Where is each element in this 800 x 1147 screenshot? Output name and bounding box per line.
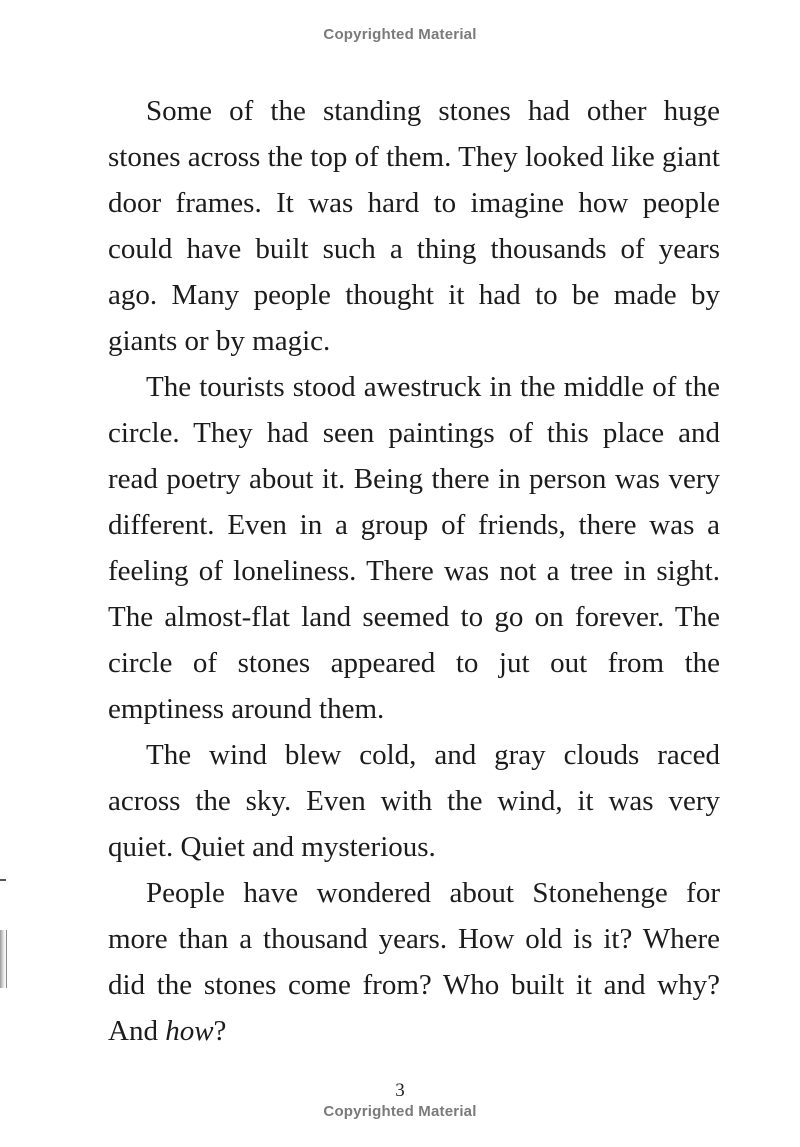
- paragraph-3: The wind blew cold, and gray clouds raced across the sky. Even with the wind, it was very quiet. Quiet and mysterious.: [108, 739, 720, 863]
- copyright-watermark-bottom: Copyrighted Material: [323, 1103, 477, 1120]
- paragraph-4-end: ?: [213, 1015, 227, 1047]
- paragraph-1: Some of the standing stones had other huge stones across the top of them. They looked like giant door frames. It was hard to imagine how people could have built such a thing thousands of years ago. Many people thought it had to be made by giants or by magic.: [108, 95, 720, 357]
- paragraph-4-text: People have wondered about Stonehenge for more than a thousand years. How old is it? Where did the stones come from? Who built it and why? And: [108, 877, 720, 1047]
- paragraph-4: [108, 870, 720, 1054]
- scan-edge-strip: [0, 930, 7, 988]
- copyright-watermark-top: Copyrighted Material: [323, 26, 477, 43]
- scan-edge-tick: [0, 879, 6, 881]
- page-body-text: [108, 88, 720, 1054]
- page-number: 3: [395, 1080, 405, 1101]
- paragraph-2: The tourists stood awestruck in the middle of the circle. They had seen paintings of this place and read poetry about it. Being there in person was very different. Even in a group of friends, there was a feeling of loneliness. There was not a tree in sight. The almost-flat land seemed to go on forever. The circle of stones appeared to jut out from the emptiness around them.: [108, 371, 720, 725]
- paragraph-4-emphasis: how: [165, 1015, 214, 1047]
